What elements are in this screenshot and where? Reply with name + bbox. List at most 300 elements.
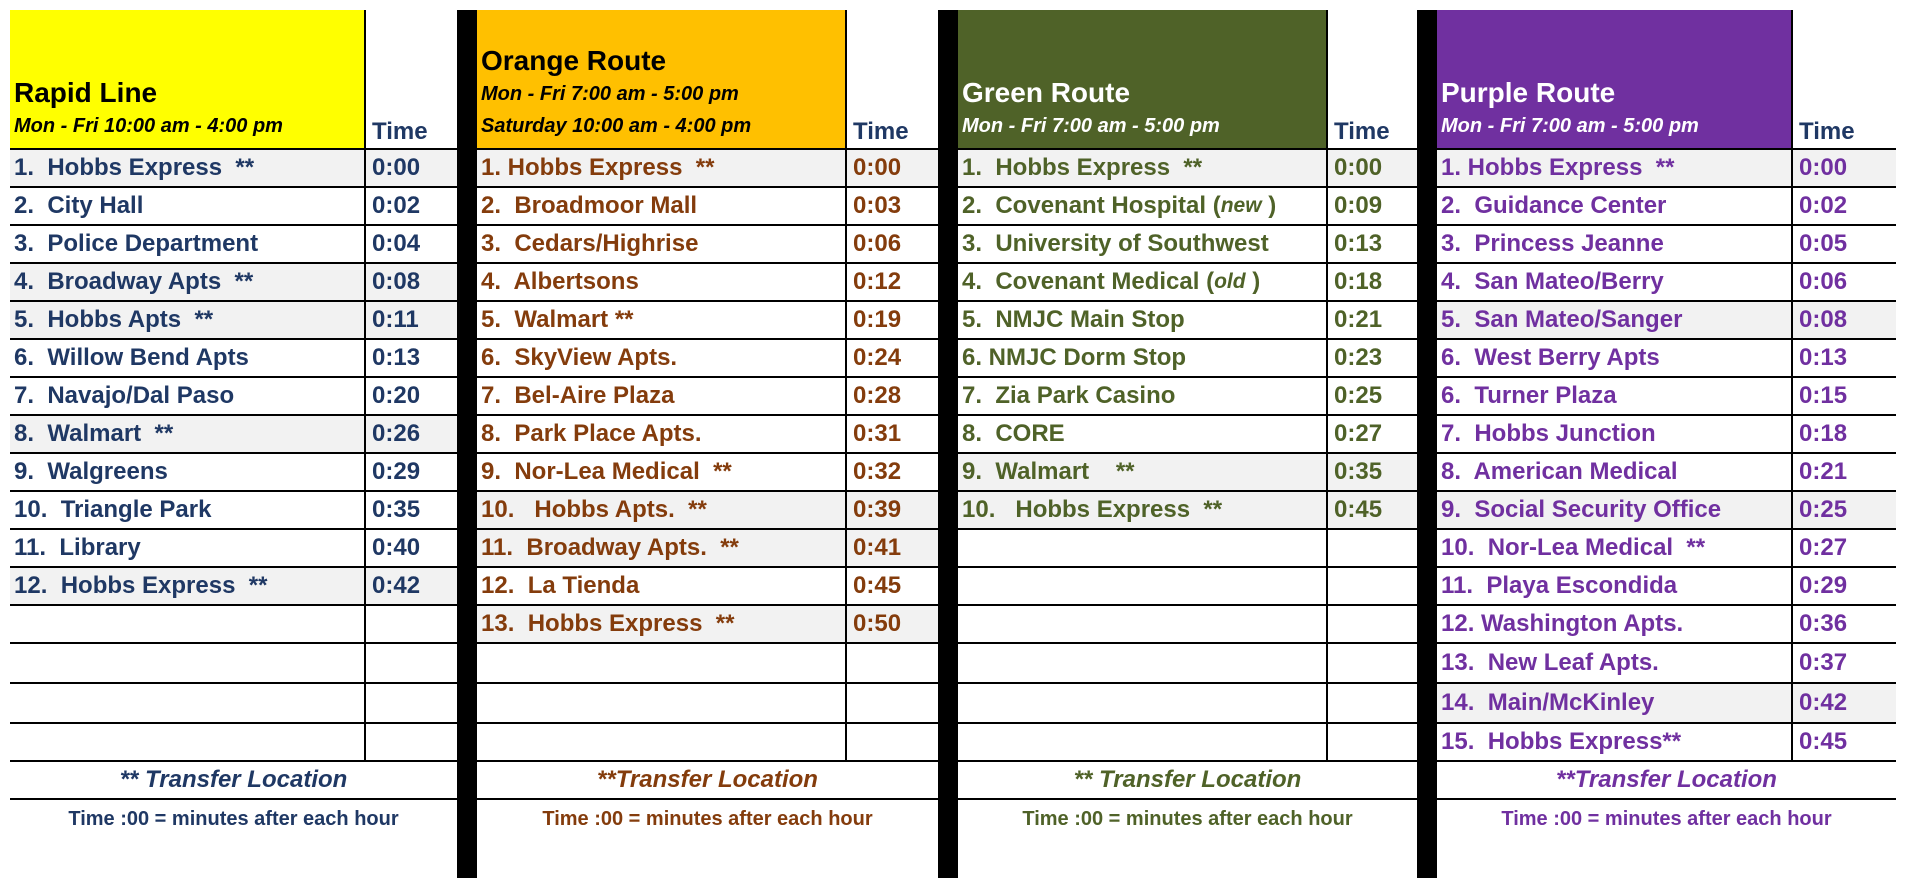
stop-row <box>10 644 457 684</box>
stop-name <box>10 492 364 528</box>
route-title: Green Route <box>962 77 1131 108</box>
stop-row <box>958 454 1417 492</box>
stop-row <box>958 226 1417 264</box>
stop-name <box>10 340 364 376</box>
stop-name <box>10 454 364 490</box>
stop-time <box>1791 340 1896 376</box>
stop-time <box>1326 492 1417 528</box>
stop-name-text: 9. Social Security Office <box>1441 496 1722 523</box>
column-divider <box>457 10 477 878</box>
stop-name <box>10 644 364 682</box>
stop-time-text: 0:21 <box>1799 458 1848 485</box>
stop-time <box>1326 530 1417 566</box>
stop-time-text: 0:27 <box>1799 534 1848 561</box>
stop-time-text: 0:29 <box>1799 572 1848 599</box>
stop-time-text: 0:42 <box>1799 689 1848 716</box>
stop-name-text: 9. Walmart ** <box>962 458 1135 485</box>
stop-name-text: 2. City Hall <box>14 192 144 219</box>
stop-row <box>477 530 938 568</box>
stop-name-text: 1. Hobbs Express ** <box>14 154 255 181</box>
stop-name-text: 4. Covenant Medical ( <box>962 268 1215 295</box>
stop-time-text: 0:06 <box>1799 268 1848 295</box>
stop-time-text: 0:00 <box>1799 154 1848 181</box>
stop-name-text: 2. Covenant Hospital ( <box>962 192 1221 219</box>
minutes-after-hour-note: Time :00 = minutes after each hour <box>68 807 399 830</box>
stop-name <box>958 724 1326 760</box>
stop-name-text: 8. Walmart ** <box>14 420 174 447</box>
stop-time-text: 0:42 <box>372 572 421 599</box>
transfer-location-note: **Transfer Location <box>477 762 938 800</box>
stop-name-text: 5. San Mateo/Sanger <box>1441 306 1683 333</box>
stop-row <box>477 492 938 530</box>
stop-row <box>958 606 1417 644</box>
stop-row <box>1437 378 1896 416</box>
stop-name <box>10 416 364 452</box>
stop-row <box>1437 684 1896 724</box>
stop-name <box>477 606 845 642</box>
stop-time-text: 0:35 <box>1334 458 1383 485</box>
orange-route-header <box>477 10 938 150</box>
stop-time-text: 0:13 <box>1334 230 1383 257</box>
stop-name-text: 3. Police Department <box>14 230 259 257</box>
stop-time <box>845 530 938 566</box>
stop-name <box>958 150 1326 186</box>
stop-name <box>477 416 845 452</box>
time-column-header: Time <box>364 10 457 148</box>
route-title-block <box>1437 10 1791 148</box>
stop-name <box>958 188 1326 224</box>
stop-name <box>10 150 364 186</box>
stop-name-text: 5. Walmart ** <box>481 306 634 333</box>
stop-time <box>845 684 938 722</box>
route-title: Rapid Line <box>14 77 158 108</box>
minutes-after-hour-note: Time :00 = minutes after each hour <box>1501 807 1832 830</box>
stop-time <box>845 340 938 376</box>
stop-time <box>364 684 457 722</box>
stop-name <box>477 264 845 300</box>
stop-name-text: 7. Zia Park Casino <box>962 382 1176 409</box>
stop-row <box>477 302 938 340</box>
stop-name <box>1437 568 1791 604</box>
stop-time <box>364 644 457 682</box>
time-column-header: Time <box>1326 10 1417 148</box>
stop-name <box>1437 340 1791 376</box>
stop-name-note: old <box>1214 270 1246 293</box>
stop-time <box>845 724 938 760</box>
green-route-column <box>958 10 1417 878</box>
orange-route-column <box>477 10 938 878</box>
stop-time <box>845 606 938 642</box>
stop-name <box>1437 226 1791 262</box>
route-title: Orange Route <box>481 45 667 76</box>
column-divider <box>938 10 958 878</box>
stop-name-text: 7. Bel-Aire Plaza <box>481 382 675 409</box>
stop-name-text: 4. Broadway Apts ** <box>14 268 254 295</box>
stop-name <box>10 302 364 338</box>
stop-name <box>477 454 845 490</box>
stop-time-text: 0:00 <box>853 154 902 181</box>
stop-time <box>1791 302 1896 338</box>
transfer-location-note: **Transfer Location <box>1437 762 1896 800</box>
stop-name-text: 2. Guidance Center <box>1441 192 1667 219</box>
stop-name <box>477 340 845 376</box>
stop-time-text: 0:20 <box>372 382 421 409</box>
stop-row <box>958 530 1417 568</box>
time-column-header: Time <box>845 10 938 148</box>
stop-time-text: 0:29 <box>372 458 421 485</box>
stop-time-text: 0:41 <box>853 534 902 561</box>
stop-time-text: 0:28 <box>853 382 902 409</box>
stop-time-text: 0:36 <box>1799 610 1848 637</box>
stop-row <box>10 340 457 378</box>
stop-name-text: 3. Cedars/Highrise <box>481 230 699 257</box>
stop-time <box>1326 226 1417 262</box>
stop-time <box>364 226 457 262</box>
stop-row <box>477 416 938 454</box>
stop-time-text: 0:25 <box>1334 382 1383 409</box>
stop-row <box>10 684 457 724</box>
stop-row <box>477 378 938 416</box>
stop-row <box>1437 340 1896 378</box>
stop-row <box>958 302 1417 340</box>
stop-name-text: 1. Hobbs Express ** <box>962 154 1203 181</box>
stop-time <box>364 378 457 414</box>
stop-time <box>1326 378 1417 414</box>
stop-row <box>1437 644 1896 684</box>
stop-row <box>958 684 1417 724</box>
stop-row <box>477 188 938 226</box>
stop-row <box>477 264 938 302</box>
stop-name <box>477 492 845 528</box>
stop-time <box>1326 724 1417 760</box>
stop-name <box>1437 264 1791 300</box>
stop-time <box>1326 264 1417 300</box>
stop-time-text: 0:06 <box>853 230 902 257</box>
stop-time-text: 0:25 <box>1799 496 1848 523</box>
stop-row <box>958 340 1417 378</box>
minutes-after-hour-note: Time :00 = minutes after each hour <box>1022 807 1353 830</box>
stop-row <box>958 150 1417 188</box>
stop-row <box>10 378 457 416</box>
purple-route-column <box>1437 10 1896 878</box>
stop-name <box>1437 150 1791 186</box>
route-schedule-hours: Saturday 10:00 am - 4:00 pm <box>481 115 752 137</box>
stop-row <box>1437 568 1896 606</box>
route-title-block <box>10 10 364 148</box>
stop-time <box>845 644 938 682</box>
stop-time <box>1326 684 1417 722</box>
stop-row <box>10 568 457 606</box>
stop-time-text: 0:24 <box>853 344 902 371</box>
rapid-route-column <box>10 10 457 878</box>
stop-time <box>1791 150 1896 186</box>
stop-row <box>477 340 938 378</box>
stop-time <box>1326 644 1417 682</box>
stop-time <box>1791 188 1896 224</box>
stop-time <box>364 492 457 528</box>
stop-name <box>958 416 1326 452</box>
stop-name-text: 6. Turner Plaza <box>1441 382 1617 409</box>
stop-time <box>364 302 457 338</box>
stop-name <box>958 606 1326 642</box>
stop-row <box>477 644 938 684</box>
stop-row <box>958 188 1417 226</box>
stop-name <box>1437 492 1791 528</box>
stop-time-text: 0:13 <box>372 344 421 371</box>
stop-time <box>364 150 457 186</box>
stop-name <box>958 530 1326 566</box>
stop-row <box>477 684 938 724</box>
stop-name-text: 11. Broadway Apts. ** <box>481 534 739 561</box>
stop-name <box>1437 188 1791 224</box>
stop-time <box>845 568 938 604</box>
stop-time <box>364 530 457 566</box>
stop-row <box>477 454 938 492</box>
stop-name <box>477 530 845 566</box>
stop-row <box>958 644 1417 684</box>
stop-row <box>477 568 938 606</box>
stop-time-text: 0:09 <box>1334 192 1383 219</box>
green-route-header <box>958 10 1417 150</box>
stop-name-text: 12. Hobbs Express ** <box>14 572 268 599</box>
stop-name-text: 9. Walgreens <box>14 458 168 485</box>
stop-name-text: 7. Navajo/Dal Paso <box>14 382 235 409</box>
stop-name-note: new <box>1220 194 1262 217</box>
route-title: Purple Route <box>1441 77 1616 108</box>
stop-name-text: 10. Triangle Park <box>14 496 212 523</box>
stop-row <box>477 606 938 644</box>
route-schedule-hours: Mon - Fri 7:00 am - 5:00 pm <box>1441 115 1699 137</box>
stop-time-text: 0:27 <box>1334 420 1383 447</box>
stop-time <box>364 188 457 224</box>
stop-row <box>958 568 1417 606</box>
stop-time <box>1791 530 1896 566</box>
stop-time-text: 0:08 <box>372 268 421 295</box>
stop-row <box>1437 302 1896 340</box>
stop-time <box>1326 302 1417 338</box>
stop-name-text: 13. Hobbs Express ** <box>481 610 735 637</box>
stop-row <box>477 226 938 264</box>
route-schedule-hours: Mon - Fri 7:00 am - 5:00 pm <box>481 83 739 105</box>
route-schedule-board <box>10 10 1896 878</box>
stop-name-text: 6. SkyView Apts. <box>481 344 678 371</box>
stop-name-text: 2. Broadmoor Mall <box>481 192 698 219</box>
stop-time-text: 0:18 <box>1799 420 1848 447</box>
stop-time <box>845 188 938 224</box>
stop-time <box>845 378 938 414</box>
stop-name-text: 5. Hobbs Apts ** <box>14 306 214 333</box>
stop-name <box>10 568 364 604</box>
stop-time <box>845 226 938 262</box>
stop-name <box>1437 684 1791 722</box>
stop-time <box>1791 378 1896 414</box>
stop-time-text: 0:23 <box>1334 344 1383 371</box>
purple-route-header <box>1437 10 1896 150</box>
stop-row <box>10 606 457 644</box>
stop-name-text: 1. Hobbs Express ** <box>1441 154 1675 181</box>
stop-time <box>364 568 457 604</box>
stop-name-text: 3. Princess Jeanne <box>1441 230 1664 257</box>
stop-row <box>1437 724 1896 762</box>
stop-time <box>1791 644 1896 682</box>
stop-name <box>958 454 1326 490</box>
stop-row <box>10 530 457 568</box>
stop-name <box>1437 530 1791 566</box>
stop-name <box>10 530 364 566</box>
stop-time <box>1791 568 1896 604</box>
stop-time <box>1326 606 1417 642</box>
stop-time-text: 0:13 <box>1799 344 1848 371</box>
stop-name-text: 4. San Mateo/Berry <box>1441 268 1664 295</box>
stop-time <box>1791 264 1896 300</box>
stop-name-text: 6. NMJC Dorm Stop <box>962 344 1187 371</box>
stop-name <box>10 684 364 722</box>
stop-row <box>10 302 457 340</box>
stop-time-text: 0:00 <box>372 154 421 181</box>
stop-row <box>10 188 457 226</box>
stop-name <box>477 378 845 414</box>
stop-name-text: 7. Hobbs Junction <box>1441 420 1656 447</box>
stop-row <box>1437 416 1896 454</box>
stop-name-text: 10. Hobbs Apts. ** <box>481 496 707 523</box>
stop-row <box>1437 226 1896 264</box>
transfer-location-note: ** Transfer Location <box>958 762 1417 800</box>
stop-time <box>845 302 938 338</box>
stop-name-text: 4. Albertsons <box>481 268 639 295</box>
stop-row <box>1437 454 1896 492</box>
stop-name-text: 3. University of Southwest <box>962 230 1269 257</box>
stop-name-text: 14. Main/McKinley <box>1441 689 1655 716</box>
stop-name <box>958 226 1326 262</box>
stop-name-text: 12. Washington Apts. <box>1441 610 1684 637</box>
stop-name <box>1437 606 1791 642</box>
stop-name-text: 5. NMJC Main Stop <box>962 306 1185 333</box>
stop-name-text: 10. Nor-Lea Medical ** <box>1441 534 1706 561</box>
stop-time <box>1791 684 1896 722</box>
stop-row <box>958 492 1417 530</box>
stop-name <box>10 264 364 300</box>
stop-time <box>845 454 938 490</box>
stop-name <box>477 644 845 682</box>
stop-time-text: 0:45 <box>1334 496 1383 523</box>
stop-time-text: 0:04 <box>372 230 421 257</box>
stop-time-text: 0:00 <box>1334 154 1383 181</box>
stop-time-text: 0:18 <box>1334 268 1383 295</box>
stop-time-text: 0:05 <box>1799 230 1848 257</box>
stop-row <box>958 378 1417 416</box>
stop-time <box>1791 724 1896 760</box>
stop-time <box>1791 606 1896 642</box>
stop-name <box>958 644 1326 682</box>
stop-name <box>958 264 1326 300</box>
stop-name-text: 13. New Leaf Apts. <box>1441 649 1659 676</box>
stop-name <box>958 340 1326 376</box>
stop-name <box>477 302 845 338</box>
stop-time <box>1791 226 1896 262</box>
stop-time <box>364 264 457 300</box>
stop-name <box>1437 454 1791 490</box>
stop-name-text: 8. American Medical <box>1441 458 1678 485</box>
stop-row <box>10 492 457 530</box>
time-column-header: Time <box>1791 10 1896 148</box>
stop-name <box>477 724 845 760</box>
transfer-location-note: ** Transfer Location <box>10 762 457 800</box>
stop-name <box>1437 302 1791 338</box>
stop-name-text: 1. Hobbs Express ** <box>481 154 715 181</box>
stop-time <box>1326 150 1417 186</box>
stop-time-text: 0:26 <box>372 420 421 447</box>
stop-time-text: 0:08 <box>1799 306 1848 333</box>
stop-name <box>477 188 845 224</box>
stop-name <box>1437 378 1791 414</box>
stop-row <box>1437 150 1896 188</box>
stop-name-text: 12. La Tienda <box>481 572 640 599</box>
stop-time-text: 0:03 <box>853 192 902 219</box>
stop-time <box>364 454 457 490</box>
stop-name <box>1437 644 1791 682</box>
stop-name <box>958 684 1326 722</box>
stop-time <box>1326 454 1417 490</box>
stop-row <box>477 150 938 188</box>
stop-time-text: 0:02 <box>372 192 421 219</box>
stop-time <box>1791 454 1896 490</box>
stop-time-text: 0:37 <box>1799 649 1848 676</box>
stop-time-text: 0:15 <box>1799 382 1848 409</box>
stop-row <box>958 724 1417 762</box>
stop-time-text: 0:39 <box>853 496 902 523</box>
stop-time-text: 0:32 <box>853 458 902 485</box>
stop-row <box>958 264 1417 302</box>
stop-time-text: 0:12 <box>853 268 902 295</box>
stop-time <box>1326 416 1417 452</box>
stop-name-text: 6. Willow Bend Apts <box>14 344 249 371</box>
stop-name <box>10 188 364 224</box>
column-divider <box>1417 10 1437 878</box>
stop-row <box>1437 530 1896 568</box>
rapid-route-header <box>10 10 457 150</box>
stop-time-text: 0:02 <box>1799 192 1848 219</box>
stop-time-text: 0:19 <box>853 306 902 333</box>
stop-row <box>10 264 457 302</box>
stop-time-text: 0:35 <box>372 496 421 523</box>
stop-row <box>1437 492 1896 530</box>
stop-time-text: 0:40 <box>372 534 421 561</box>
stop-row <box>1437 188 1896 226</box>
stop-name-suffix: ) <box>1261 192 1277 219</box>
stop-name-suffix: ) <box>1245 268 1261 295</box>
stop-row <box>10 150 457 188</box>
route-title-block <box>958 10 1326 148</box>
stop-time <box>845 492 938 528</box>
stop-row <box>10 724 457 762</box>
stop-name-text: 11. Library <box>14 534 141 561</box>
stop-name-text: 8. Park Place Apts. <box>481 420 702 447</box>
stop-name <box>958 492 1326 528</box>
stop-name-text: 11. Playa Escondida <box>1441 572 1678 599</box>
stop-name-text: 10. Hobbs Express ** <box>962 496 1223 523</box>
stop-time <box>1791 492 1896 528</box>
stop-name-text: 8. CORE <box>962 420 1065 447</box>
stop-time-text: 0:50 <box>853 610 902 637</box>
stop-time <box>845 150 938 186</box>
stop-row <box>10 416 457 454</box>
route-schedule-hours: Mon - Fri 10:00 am - 4:00 pm <box>14 115 283 137</box>
stop-time <box>1326 188 1417 224</box>
stop-name-text: 6. West Berry Apts <box>1441 344 1660 371</box>
stop-name <box>477 150 845 186</box>
stop-row <box>477 724 938 762</box>
stop-name <box>10 378 364 414</box>
